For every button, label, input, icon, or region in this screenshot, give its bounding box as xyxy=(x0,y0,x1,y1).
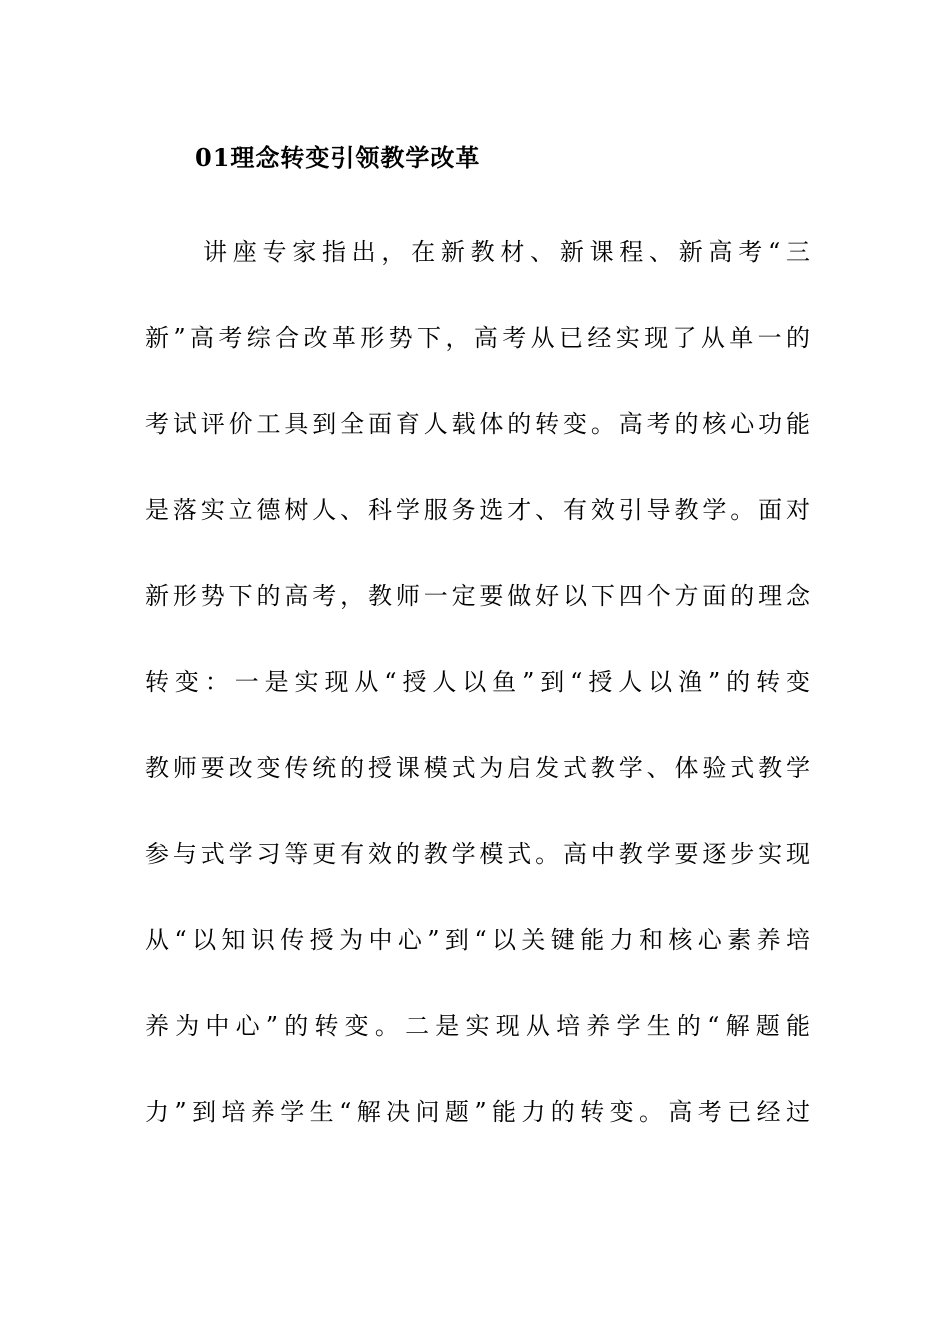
body-paragraph xyxy=(145,234,810,1180)
paragraph-line: 从“以知识传授为中心”到“以关键能力和核心素养培 xyxy=(145,926,810,954)
section-heading: 01理念转变引领教学改革 xyxy=(195,143,481,172)
paragraph-line: 力”到培养学生“解决问题”能力的转变。高考已经过 xyxy=(145,1098,810,1126)
paragraph-line: 新”高考综合改革形势下，高考从已经实现了从单一的 xyxy=(145,324,810,352)
paragraph-line: 考试评价工具到全面育人载体的转变。高考的核心功能 xyxy=(145,410,810,438)
paragraph-line: 新形势下的高考，教师一定要做好以下四个方面的理念 xyxy=(145,582,810,610)
paragraph-line: 参与式学习等更有效的教学模式。高中教学要逐步实现 xyxy=(145,840,810,868)
paragraph-line: 教师要改变传统的授课模式为启发式教学、体验式教学 xyxy=(145,754,810,782)
paragraph-line: 转变：一是实现从“授人以鱼”到“授人以渔”的转变 xyxy=(145,668,810,696)
paragraph-line: 讲座专家指出，在新教材、新课程、新高考“三 xyxy=(203,238,810,266)
paragraph-line: 是落实立德树人、科学服务选才、有效引导教学。面对 xyxy=(145,496,810,524)
paragraph-line: 养为中心”的转变。二是实现从培养学生的“解题能 xyxy=(145,1012,810,1040)
